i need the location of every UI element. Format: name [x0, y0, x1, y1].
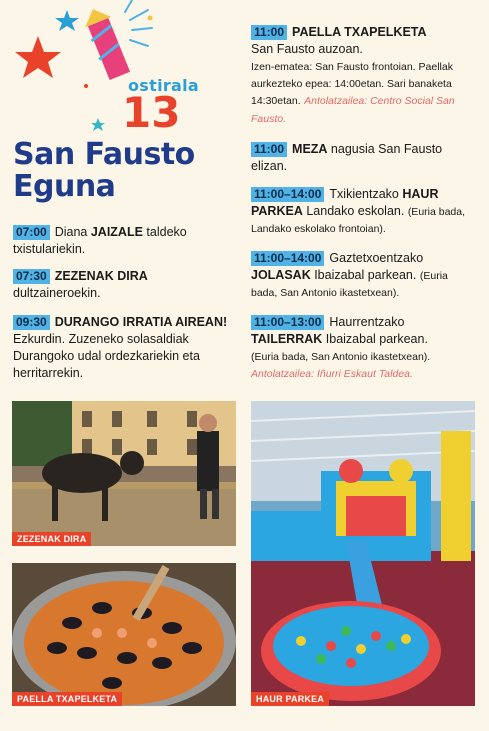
time-badge: 11:00–14:00 [251, 251, 324, 266]
photo-caption: HAUR PARKEA [251, 692, 329, 706]
schedule-item: 11:00 MEZA nagusia San Fausto elizan. [251, 142, 443, 173]
time-badge: 11:00–13:00 [251, 315, 324, 330]
rocket-icon [80, 4, 130, 80]
time-badge: 11:00 [251, 142, 287, 157]
time-badge: 11:00 [251, 25, 287, 40]
schedule-item: 07:30 ZEZENAK DIRA dultzaineroekin. [13, 269, 148, 300]
header [0, 0, 245, 215]
day-number: 13 [122, 88, 181, 137]
page-title-line2: Eguna [13, 169, 116, 204]
schedule-item: 09:30 DURANGO IRRATIA AIREAN! Ezkurdin. Zuzeneko solasaldiak Durangoko udal ordezkariekin eta herritarrekin. [13, 315, 228, 380]
schedule-item: 11:00–13:00 Haurrentzako TAILERRAK Ibaizabal parkean. (Euria bada, San Antonio ikastetxean). Antolatzailea: Iñurri Eskaut Taldea. [251, 315, 431, 380]
sparkle-lines [125, 0, 152, 46]
time-badge: 07:00 [13, 225, 50, 240]
schedule-item: 07:00 Diana JAIZALE taldeko txistulariekin. [13, 225, 187, 256]
schedule-item: 11:00 PAELLA TXAPELKETA San Fausto auzoan. Izen-ematea: San Fausto frontoian. Paellak aurkezteko epea: 14:00etan. Sari banaketa 14:30etan. Antolatzailea: Centro Social San Fausto. [251, 25, 455, 125]
schedule-item: 11:00–14:00 Txikientzako HAUR PARKEA Landako eskolan. (Euria bada, Landako eskolako frontoian). [251, 187, 466, 235]
photo-caption: ZEZENAK DIRA [12, 532, 91, 546]
blue-star-icon [55, 10, 79, 31]
day-label: ostirala [128, 76, 200, 95]
photo-paella [12, 563, 236, 706]
photo-children-park [251, 401, 475, 706]
red-star-icon [15, 36, 61, 78]
schedule-item: 11:00–14:00 Gaztetxoentzako JOLASAK Ibaizabal parkean. (Euria bada, San Antonio ikastetxean). [251, 251, 448, 299]
time-badge: 07:30 [13, 269, 50, 284]
time-badge: 09:30 [13, 315, 50, 330]
time-badge: 11:00–14:00 [251, 187, 324, 202]
photo-bull-run [12, 401, 236, 546]
photo-caption: PAELLA TXAPELKETA [12, 692, 122, 706]
page-title-line1: San Fausto [13, 137, 195, 172]
small-star-icon [91, 118, 105, 131]
